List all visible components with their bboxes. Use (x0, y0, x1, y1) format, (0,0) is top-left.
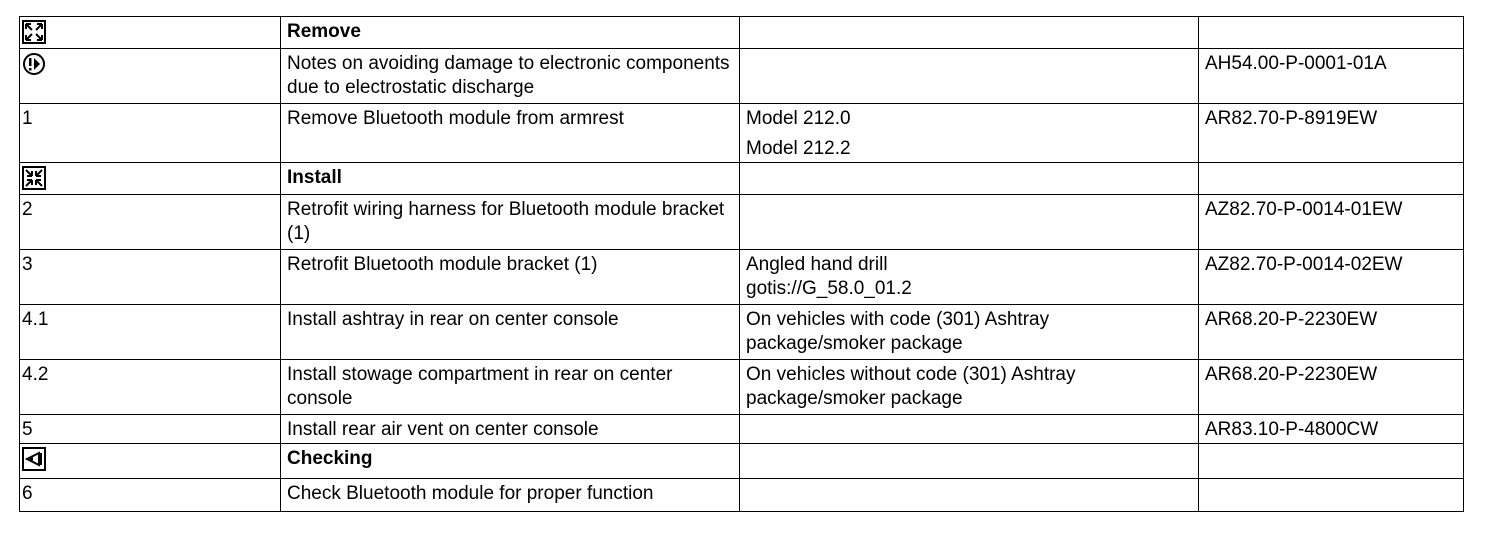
table-row (20, 360, 1464, 415)
step-conditions (740, 415, 1199, 444)
step-description: Checking (281, 444, 740, 479)
step-description: Install (281, 163, 740, 195)
condition-line: Model 212.2 (746, 138, 851, 159)
step-cell (20, 444, 281, 479)
step-cell (20, 163, 281, 195)
step-conditions: On vehicles without code (301) Ashtray package/smoker package (740, 360, 1199, 415)
table-row (20, 163, 1464, 195)
install-icon (22, 166, 48, 192)
step-conditions (740, 250, 1199, 305)
step-reference[interactable]: AH54.00-P-0001-01A (1199, 49, 1464, 104)
condition-line: Model 212.0 (746, 108, 851, 129)
step-conditions (740, 163, 1199, 195)
table-row (20, 49, 1464, 104)
step-number: 3 (20, 250, 281, 305)
step-conditions (740, 444, 1199, 479)
table-row (20, 104, 1464, 163)
condition-line: Angled hand drill (746, 254, 888, 275)
step-number: 4.2 (20, 360, 281, 415)
step-description: Install stowage compartment in rear on center console (281, 360, 740, 415)
step-reference[interactable]: AR68.20-P-2230EW (1199, 305, 1464, 360)
step-description: Remove Bluetooth module from armrest (281, 104, 740, 163)
step-conditions (740, 17, 1199, 49)
step-reference (1199, 163, 1464, 195)
step-reference[interactable]: AR68.20-P-2230EW (1199, 360, 1464, 415)
step-conditions (740, 49, 1199, 104)
step-description: Retrofit Bluetooth module bracket (1) (281, 250, 740, 305)
step-reference[interactable]: AR83.10-P-4800CW (1199, 415, 1464, 444)
table-row (20, 17, 1464, 49)
table-row (20, 250, 1464, 305)
tool-link[interactable]: gotis://G_58.0_01.2 (746, 278, 912, 299)
step-description: Check Bluetooth module for proper function (281, 479, 740, 512)
step-cell (20, 49, 281, 104)
step-reference (1199, 444, 1464, 479)
work-steps-table (19, 16, 1464, 512)
step-conditions (740, 479, 1199, 512)
step-cell (20, 17, 281, 49)
step-number: 1 (20, 104, 281, 163)
step-reference (1199, 479, 1464, 512)
esd-warning-icon (22, 52, 48, 78)
step-reference[interactable]: AR82.70-P-8919EW (1199, 104, 1464, 163)
checking-icon (22, 447, 48, 473)
step-number: 5 (20, 415, 281, 444)
step-reference (1199, 17, 1464, 49)
step-description: Install rear air vent on center console (281, 415, 740, 444)
step-number: 2 (20, 195, 281, 250)
step-number: 6 (20, 479, 281, 512)
step-number: 4.1 (20, 305, 281, 360)
remove-icon (22, 20, 48, 46)
step-conditions (740, 195, 1199, 250)
step-description: Remove (281, 17, 740, 49)
step-description: Notes on avoiding damage to electronic components due to electrostatic discharge (281, 49, 740, 104)
step-description: Retrofit wiring harness for Bluetooth module bracket (1) (281, 195, 740, 250)
step-description: Install ashtray in rear on center console (281, 305, 740, 360)
table-row (20, 305, 1464, 360)
table-row (20, 415, 1464, 444)
step-reference[interactable]: AZ82.70-P-0014-02EW (1199, 250, 1464, 305)
step-conditions: On vehicles with code (301) Ashtray package/smoker package (740, 305, 1199, 360)
step-conditions (740, 104, 1199, 163)
table-row (20, 479, 1464, 512)
table-row (20, 444, 1464, 479)
table-row (20, 195, 1464, 250)
step-reference[interactable]: AZ82.70-P-0014-01EW (1199, 195, 1464, 250)
